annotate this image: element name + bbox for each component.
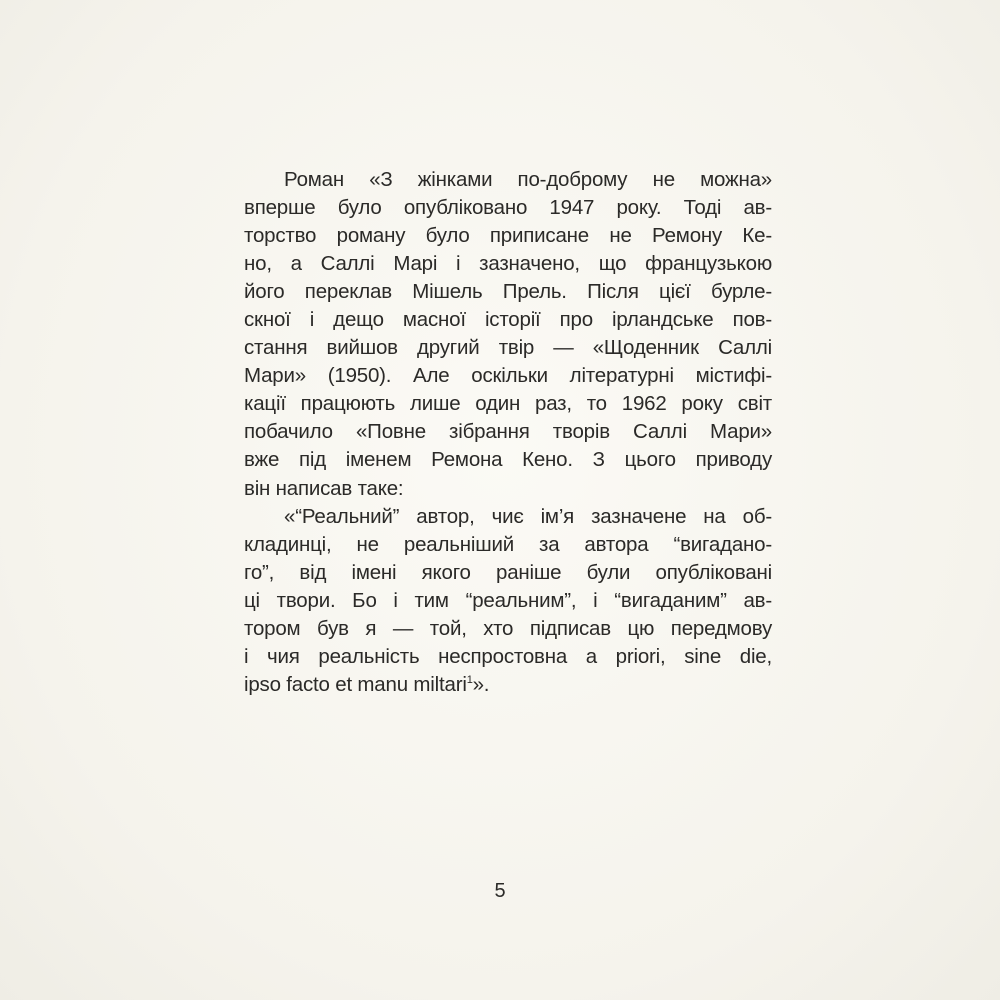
- quote-closing: ».: [472, 672, 490, 696]
- quote-line: «“Реальний” автор, чиє ім’я зазначене на об-: [284, 504, 772, 528]
- text-line: кації працюють лише один раз, то 1962 року світ: [244, 392, 772, 416]
- text-line: Мари» (1950). Але оскільки літературні містифі-: [244, 364, 772, 388]
- text-line: побачило «Повне зібрання творів Саллі Мари»: [244, 420, 772, 444]
- text-line: вже під іменем Ремона Кено. З цього приводу: [244, 448, 772, 472]
- text-line: він написав таке:: [244, 476, 404, 500]
- text-line: скної і дещо масної історії про ірландське пов-: [244, 308, 772, 332]
- quote-line: і чия реальність неспростовна a priori, sine die,: [244, 644, 772, 668]
- quote-line: кладинці, не реальніший за автора “вигадано-: [244, 532, 772, 556]
- text-line: но, а Саллі Марі і зазначено, що французькою: [244, 252, 772, 276]
- body-text: [244, 166, 772, 699]
- quote-line: тором був я — той, хто підписав цю передмову: [244, 616, 772, 640]
- text-line: вперше було опубліковано 1947 року. Тоді ав-: [244, 196, 772, 220]
- text-line: Роман «З жінками по-доброму не можна»: [284, 168, 772, 191]
- text-line: його переклав Мішель Прель. Після цієї бурле-: [244, 280, 772, 304]
- text-line: стання вийшов другий твір — «Щоденник Саллі: [244, 336, 772, 360]
- page-number: 5: [494, 880, 506, 902]
- quote-line: го”, від імені якого раніше були опубліковані: [244, 560, 772, 584]
- quote-last-text: ipso facto et manu miltari: [244, 672, 467, 696]
- footnote-mark[interactable]: 1: [466, 674, 473, 687]
- text-line: торство роману було приписане не Ремону Ке-: [244, 224, 772, 248]
- quote-line: ці твори. Бо і тим “реальним”, і “вигаданим” ав-: [244, 588, 772, 612]
- quote-line: [244, 671, 772, 699]
